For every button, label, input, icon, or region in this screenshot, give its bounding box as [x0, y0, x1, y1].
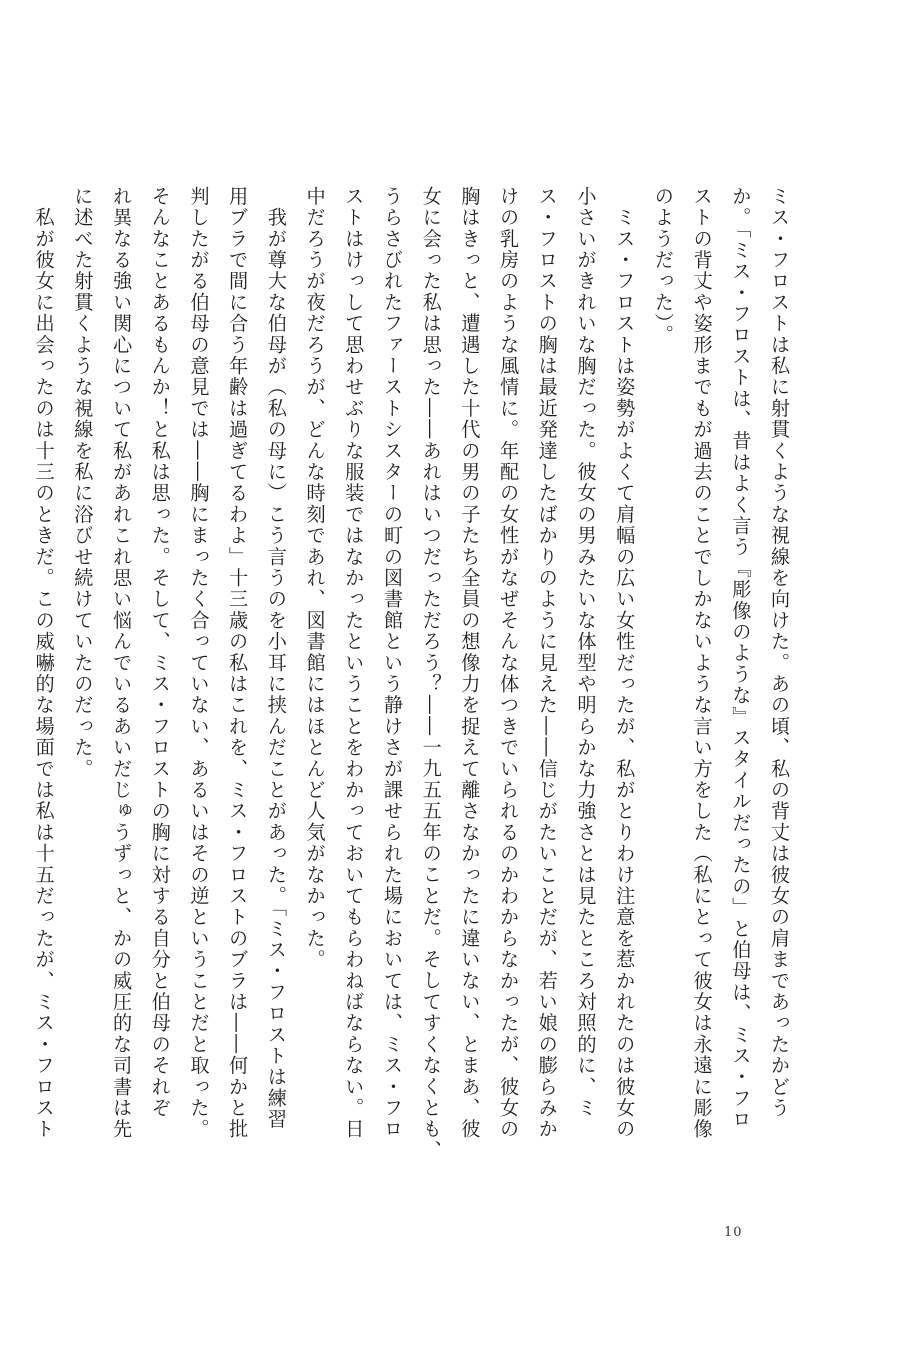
text-line: 私が彼女に出会ったのは十三のときだ。この威嚇的な場面では私は十五だったが、ミス・フロスト	[32, 186, 56, 1140]
body-text	[24, 186, 798, 1186]
text-line: のようだった）。	[651, 186, 675, 346]
text-line: そんなことあるもんか！と私は思った。そして、ミス・フロストの胸に対する自分と伯母のそれぞ	[148, 186, 172, 1119]
text-line: ス・フロストの胸は最近発達したばかりのように見えた――信じがたいことだが、若い娘の膨らみか	[535, 186, 559, 1140]
page-number: 10	[724, 1225, 743, 1240]
text-line: か。「ミス・フロストは、昔はよく言う『彫像のような』スタイルだったの」と伯母は、ミス・フロ	[729, 186, 753, 1131]
text-line: うらさびれたファーストシスターの町の図書館という静けさが課せられた場においては、ミス・フロ	[380, 186, 404, 1140]
text-line: 小さいがきれいな胸だった。彼女の男みたいな体型や明らかな力強さとは見たところ対照的に、ミ	[574, 186, 598, 1119]
text-line: れ異なる強い関心について私があれこれ思い悩んでいるあいだじゅうずっと、かの威圧的な司書は先	[110, 186, 134, 1140]
text-line: ストはけっして思わせぶりな服装ではなかったということをわかっておいてもらわねばならない。日	[342, 186, 366, 1140]
text-line: 中だろうが夜だろうが、どんな時刻であれ、図書館にはほとんど人気がなかった。	[303, 186, 327, 971]
text-line: ミス・フロストは姿勢がよくて肩幅の広い女性だったが、私がとりわけ注意を惹かれたのは彼女の	[613, 186, 637, 1140]
text-line: けの乳房のような風情に。年配の女性がなぜそんな体つきでいられるのかわからなかったが、彼女の	[497, 186, 521, 1140]
text-line: 女に会った私は思った――あれはいつだっただろう？――一九五五年のことだ。そしてすくなくとも、	[419, 186, 443, 1162]
text-line: 我が尊大な伯母が（私の母に）こう言うのを小耳に挟んだことがあった。「ミス・フロストは練習	[264, 186, 288, 1131]
text-line: 判したがる伯母の意見では――胸にまったく合っていない、あるいはその逆ということだと取った。	[187, 186, 211, 1140]
text-line: 胸はきっと、遭遇した十代の男の子たち全員の想像力を捉えて離さなかったに違いない、とまあ、彼	[458, 186, 482, 1140]
text-line: に述べた射貫くような視線を私に浴びせ続けていたのだった。	[71, 186, 95, 780]
text-line: ミス・フロストは私に射貫くような視線を向けた。あの頃、私の背丈は彼女の肩まであったかどう	[768, 186, 791, 1119]
text-line: ストの背丈や姿形までもが過去のことでしかないような言い方をした（私にとって彼女は永遠に彫像	[690, 186, 714, 1140]
text-line: 用ブラで間に合う年齢は過ぎてるわよ」十三歳の私はこれを、ミス・フロストのブラは――何かと批	[226, 186, 250, 1140]
